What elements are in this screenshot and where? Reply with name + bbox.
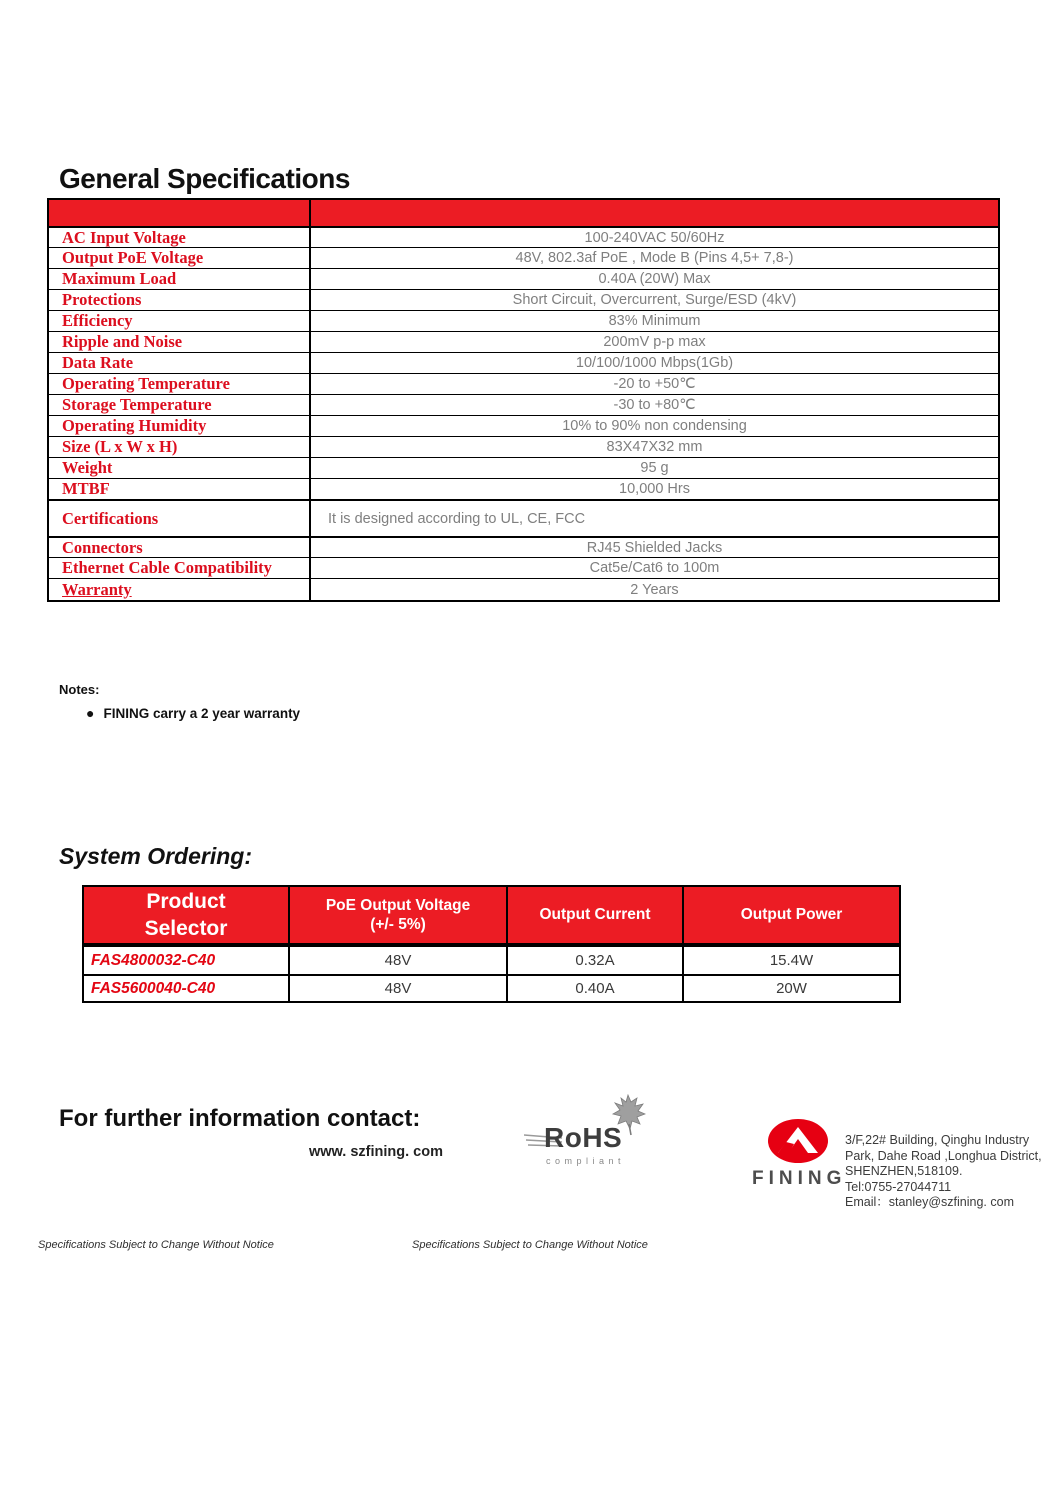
- address-line: Tel:0755-27044711: [845, 1179, 952, 1194]
- spec-row: [49, 352, 998, 373]
- spec-label: AC Input Voltage: [49, 228, 311, 247]
- spec-table-header-row: [49, 200, 998, 226]
- spec-label: Size (L x W x H): [49, 437, 311, 457]
- spec-label: Weight: [49, 458, 311, 478]
- system-ordering-table: [82, 885, 901, 1003]
- spec-row: [49, 373, 998, 394]
- spec-row-certifications: [49, 499, 998, 536]
- spec-row: [49, 536, 998, 557]
- product-model: FAS4800032-C40: [84, 947, 290, 974]
- column-header-poe-output-voltage: [290, 887, 508, 943]
- bullet-icon: ●: [86, 705, 95, 721]
- spec-header-value-cell: [311, 200, 998, 226]
- contact-address: [845, 1133, 1045, 1211]
- output-voltage: 48V: [290, 976, 508, 1001]
- ordering-header-row: [84, 887, 899, 947]
- general-specifications-table: [47, 198, 1000, 602]
- spec-label: MTBF: [49, 479, 311, 499]
- spec-row: [49, 394, 998, 415]
- spec-label: Operating Humidity: [49, 416, 311, 436]
- spec-row: [49, 478, 998, 499]
- spec-label: Operating Temperature: [49, 374, 311, 394]
- spec-value: 10,000 Hrs: [619, 481, 690, 497]
- header-text: (+/- 5%): [370, 916, 426, 933]
- output-power: 20W: [776, 980, 807, 997]
- note-item: [86, 705, 300, 721]
- spec-value: 0.40A (20W) Max: [598, 271, 711, 287]
- ordering-row: [84, 947, 899, 974]
- address-line: Email：stanley@szfining. com: [845, 1195, 1014, 1209]
- spec-label: Data Rate: [49, 353, 311, 373]
- rohs-compliant-text: compliant: [546, 1156, 626, 1166]
- spec-value: 83% Minimum: [608, 313, 701, 329]
- footer-disclaimer-left: Specifications Subject to Change Without Notice: [38, 1239, 274, 1251]
- website-text: www. szfining. com: [309, 1144, 443, 1160]
- address-line: Park, Dahe Road ,Longhua District,: [845, 1148, 1042, 1163]
- spec-label: Efficiency: [49, 311, 311, 331]
- header-text: Product: [146, 889, 226, 913]
- ordering-row: [84, 974, 899, 1001]
- spec-label: Warranty: [49, 579, 311, 600]
- spec-label: Ethernet Cable Compatibility: [49, 558, 311, 578]
- product-model: FAS5600040-C40: [84, 976, 290, 1001]
- spec-value: 10% to 90% non condensing: [562, 418, 747, 434]
- spec-value: RJ45 Shielded Jacks: [586, 539, 723, 556]
- spec-label: Certifications: [49, 501, 311, 536]
- output-power: 15.4W: [769, 952, 814, 969]
- spec-row: [49, 557, 998, 578]
- footer-disclaimer-right: Specifications Subject to Change Without Notice: [412, 1239, 648, 1251]
- system-ordering-heading: System Ordering:: [59, 843, 252, 869]
- spec-value: -30 to +80℃: [613, 397, 696, 413]
- fining-logo: [752, 1118, 847, 1210]
- spec-value: Cat5e/Cat6 to 100m: [589, 560, 720, 576]
- spec-row: [49, 268, 998, 289]
- spec-value: 200mV p-p max: [603, 334, 706, 350]
- spec-row: [49, 289, 998, 310]
- header-text: Output Current: [539, 906, 651, 924]
- rohs-text: RoHS: [544, 1122, 623, 1153]
- spec-label: Protections: [49, 290, 311, 310]
- spec-row: [49, 415, 998, 436]
- spec-row: [49, 331, 998, 352]
- spec-value: Short Circuit, Overcurrent, Surge/ESD (4kV): [512, 292, 797, 308]
- header-text: Output Power: [740, 906, 843, 924]
- spec-value: It is designed according to UL, CE, FCC: [328, 510, 586, 527]
- spec-label: Maximum Load: [49, 269, 311, 289]
- spec-row: [49, 226, 998, 247]
- spec-label: Storage Temperature: [49, 395, 311, 415]
- spec-value: 10/100/1000 Mbps(1Gb): [575, 355, 734, 371]
- fining-text: FINING: [752, 1168, 847, 1189]
- spec-label: Ripple and Noise: [49, 332, 311, 352]
- address-line: SHENZHEN,518109.: [845, 1164, 963, 1178]
- spec-row: [49, 578, 998, 600]
- spec-row: [49, 436, 998, 457]
- column-header-product-selector: [84, 887, 290, 943]
- spec-header-label-cell: [49, 200, 311, 226]
- fining-mountain-icon: [767, 1118, 829, 1164]
- spec-value: 2 Years: [630, 581, 679, 598]
- notes-heading: Notes:: [59, 682, 100, 697]
- spec-row: [49, 310, 998, 331]
- spec-value: 83X47X32 mm: [606, 439, 703, 455]
- spec-label: Connectors: [49, 538, 311, 557]
- maple-leaf-icon: [610, 1094, 646, 1136]
- spec-value: 95 g: [640, 460, 669, 476]
- spec-value: 48V, 802.3af PoE , Mode B (Pins 4,5+ 7,8-): [515, 250, 794, 266]
- contact-heading: For further information contact:: [59, 1105, 421, 1132]
- spec-value: -20 to +50℃: [613, 376, 696, 392]
- rohs-logo: [538, 1098, 648, 1178]
- header-text: PoE Output Voltage: [325, 896, 471, 914]
- column-header-output-current: [508, 887, 684, 943]
- page-title: General Specifications: [59, 163, 350, 194]
- output-current: 0.32A: [508, 947, 684, 974]
- column-header-output-power: [684, 887, 899, 943]
- spec-row: [49, 247, 998, 268]
- spec-value: 100-240VAC 50/60Hz: [584, 229, 725, 246]
- spec-label: Output PoE Voltage: [49, 248, 311, 268]
- output-voltage: 48V: [290, 947, 508, 974]
- note-text: FINING carry a 2 year warranty: [103, 706, 301, 721]
- address-line: 3/F,22# Building, Qinghu Industry: [845, 1133, 1030, 1147]
- header-text: Selector: [144, 917, 228, 940]
- spec-row: [49, 457, 998, 478]
- output-current: 0.40A: [508, 976, 684, 1001]
